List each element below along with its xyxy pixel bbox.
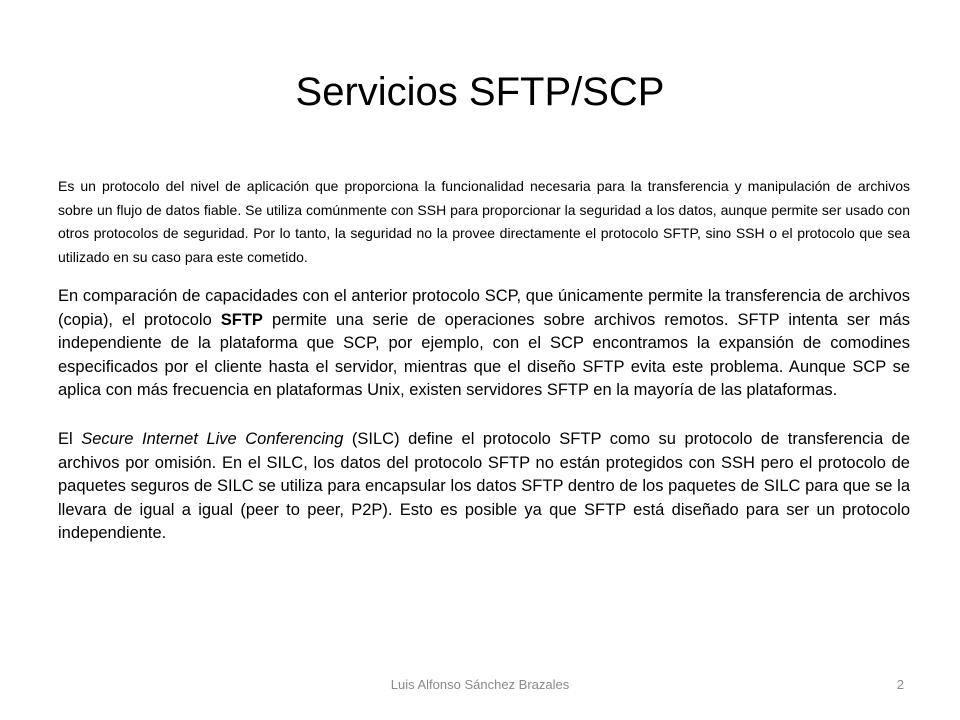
sftp-bold-term: SFTP	[220, 310, 263, 329]
silc-italic-term: Secure Internet Live Conferencing	[81, 430, 344, 448]
slide-title: Servicios SFTP/SCP	[295, 70, 665, 114]
paragraph-silc	[58, 428, 910, 546]
paragraph-comparison-text-1: En comparación de capacidades con el anterior protocolo SCP, que únicamente permite la transferencia de archivos (copia), el protocolo	[58, 287, 910, 329]
footer-author: Luis Alfonso Sánchez Brazales	[390, 677, 570, 692]
paragraph-comparison-text-2: permite una serie de operaciones sobre archivos remotos. SFTP intenta ser más independiente de la plataforma que SCP, por ejemplo, con el SCP encontramos la expansión de comodines especificados por el cliente hasta el servidor, mientras que el diseño SFTP evita este problema. Aunque SCP se aplica con más frecuencia en plataformas Unix, existen servidores SFTP en la mayoría de las plataformas.	[58, 310, 910, 399]
paragraph-comparison	[58, 285, 910, 403]
paragraph-silc-text-2: (SILC) define el protocolo SFTP como su protocolo de transferencia de archivos por omisión. En el SILC, los datos del protocolo SFTP no están protegidos con SSH pero el protocolo de paquetes seguros de SILC se utiliza para encapsular los datos SFTP dentro de los paquetes de SILC para que se la llevara de igual a igual (peer to peer, P2P). Esto es posible ya que SFTP está diseñado para ser un protocolo independiente.	[58, 430, 910, 542]
paragraph-silc-text-1: El	[58, 430, 82, 448]
footer-page-number: 2	[896, 677, 904, 692]
paragraph-intro: Es un protocolo del nivel de aplicación que proporciona la funcionalidad necesaria para la transferencia y manipulación de archivos sobre un flujo de datos fiable. Se utiliza comúnmente con SSH para proporcionar la seguridad a los datos, aunque permite ser usado con otros protocolos de seguridad. Por lo tanto, la seguridad no la provee directamente el protocolo SFTP, sino SSH o el protocolo que sea utilizado en su caso para este cometido.	[58, 178, 910, 265]
